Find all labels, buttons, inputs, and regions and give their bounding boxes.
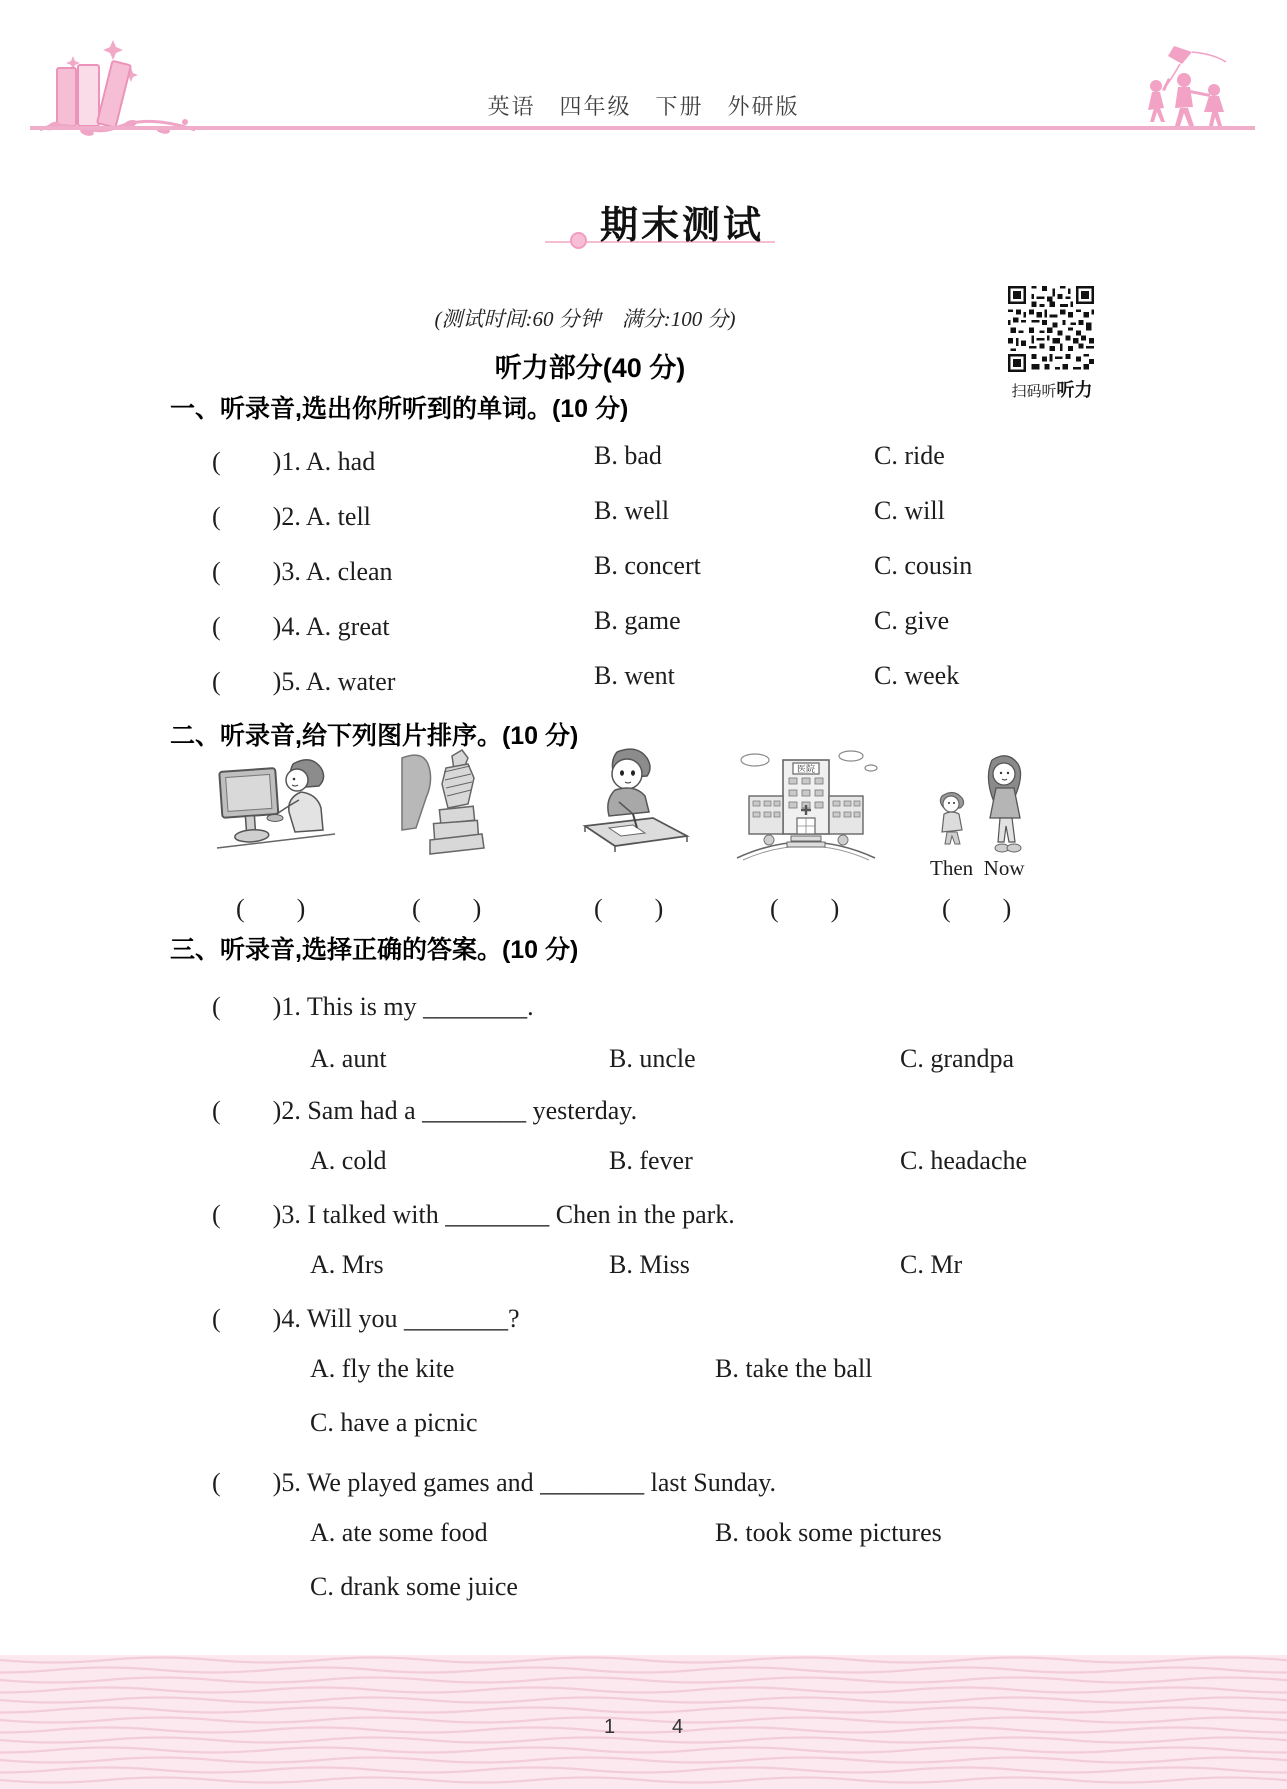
title-dot-ornament bbox=[570, 232, 587, 249]
option-a: A. aunt bbox=[310, 1044, 387, 1073]
option-b: B. take the ball bbox=[715, 1354, 873, 1383]
s3-options-3 bbox=[0, 1250, 1287, 1284]
question-text: I talked with ________ Chen in the park. bbox=[307, 1200, 735, 1229]
s1-item-2 bbox=[0, 496, 1287, 530]
s1-item-1 bbox=[0, 441, 1287, 475]
answer-paren: ( )4. bbox=[212, 1304, 301, 1333]
option-c: C. give bbox=[874, 606, 950, 635]
page-title: 期末测试 bbox=[600, 205, 765, 247]
now-label: Now bbox=[983, 856, 1025, 880]
picture-answer-blanks bbox=[0, 888, 1287, 922]
option-c: C. week bbox=[874, 661, 960, 690]
section3-heading: 三、听录音,选择正确的答案。(10 分) bbox=[170, 936, 579, 964]
s3-options-2 bbox=[0, 1146, 1287, 1180]
answer-paren: ( ) bbox=[594, 894, 664, 923]
s3-question-2 bbox=[0, 1090, 1287, 1124]
s1-item-5 bbox=[0, 661, 1287, 695]
option-b: B. bad bbox=[594, 441, 662, 470]
option-b: B. took some pictures bbox=[715, 1518, 942, 1547]
then-now-labels bbox=[930, 856, 1025, 881]
svg-text:医院: 医院 bbox=[796, 764, 816, 774]
option-a: A. great bbox=[305, 612, 390, 641]
answer-paren: ( )1. bbox=[212, 992, 301, 1021]
question-text: This is my ________. bbox=[306, 992, 534, 1021]
option-a: A. clean bbox=[305, 557, 393, 586]
s1-item-3 bbox=[0, 551, 1287, 585]
option-b: B. well bbox=[594, 496, 670, 525]
answer-paren: ( )3. bbox=[212, 1200, 301, 1229]
s3-options-4c bbox=[0, 1408, 1287, 1442]
option-c: C. cousin bbox=[874, 551, 973, 580]
option-a: A. tell bbox=[305, 502, 371, 531]
children-flying-kite-icon bbox=[1122, 42, 1242, 132]
page-number-left: 1 bbox=[604, 1716, 616, 1738]
s3-options-5ab bbox=[0, 1518, 1287, 1552]
answer-paren: ( )4. bbox=[212, 612, 301, 641]
answer-paren: ( )3. bbox=[212, 557, 301, 586]
option-c: C. Mr bbox=[900, 1250, 963, 1279]
question-text: We played games and ________ last Sunday. bbox=[306, 1468, 777, 1497]
option-b: B. went bbox=[594, 661, 675, 690]
option-b: B. fever bbox=[609, 1146, 693, 1175]
s3-options-1 bbox=[0, 1044, 1287, 1078]
picture-then-now bbox=[922, 748, 1042, 862]
picture-statue-on-mountain bbox=[400, 748, 500, 862]
s3-question-4 bbox=[0, 1298, 1287, 1332]
test-time-score-note: (测试时间:60 分钟 满分:100 分) bbox=[434, 307, 736, 331]
header-divider-line bbox=[30, 126, 1255, 130]
s3-options-5c bbox=[0, 1572, 1287, 1606]
answer-paren: ( ) bbox=[770, 894, 840, 923]
option-b: B. Miss bbox=[609, 1250, 690, 1279]
answer-paren: ( )5. bbox=[212, 667, 301, 696]
answer-paren: ( ) bbox=[942, 894, 1012, 923]
listening-part-header: 听力部分(40 分) bbox=[494, 353, 686, 383]
option-c: C. will bbox=[874, 496, 945, 525]
picture-boy-at-computer bbox=[213, 748, 339, 862]
s3-question-5 bbox=[0, 1462, 1287, 1496]
answer-paren: ( )2. bbox=[212, 502, 301, 531]
option-c: C. drank some juice bbox=[310, 1572, 518, 1601]
answer-paren: ( )2. bbox=[212, 1096, 301, 1125]
section2-heading: 二、听录音,给下列图片排序。(10 分) bbox=[170, 722, 579, 750]
s1-item-4 bbox=[0, 606, 1287, 640]
answer-paren: ( )1. bbox=[212, 447, 301, 476]
page-number-right: 4 bbox=[672, 1716, 684, 1738]
question-text: Will you ________? bbox=[306, 1304, 520, 1333]
option-a: A. cold bbox=[310, 1146, 387, 1175]
qr-caption: 扫码听听力 bbox=[1011, 380, 1093, 400]
picture-boy-writing bbox=[575, 748, 693, 862]
answer-paren: ( ) bbox=[412, 894, 482, 923]
option-c: C. have a picnic bbox=[310, 1408, 478, 1437]
answer-paren: ( ) bbox=[236, 894, 306, 923]
picture-hospital bbox=[733, 748, 879, 862]
option-c: C. headache bbox=[900, 1146, 1028, 1175]
then-label: Then bbox=[930, 856, 974, 880]
option-c: C. grandpa bbox=[900, 1044, 1015, 1073]
option-a: A. ate some food bbox=[310, 1518, 488, 1547]
option-a: A. fly the kite bbox=[310, 1354, 455, 1383]
option-b: B. concert bbox=[594, 551, 701, 580]
answer-paren: ( )5. bbox=[212, 1468, 301, 1497]
option-a: A. Mrs bbox=[310, 1250, 384, 1279]
book-edition-label: 英语 四年级 下册 外研版 bbox=[487, 94, 800, 119]
s3-question-1 bbox=[0, 986, 1287, 1020]
s3-question-3 bbox=[0, 1194, 1287, 1228]
footer-wave-pattern bbox=[0, 1655, 1287, 1789]
option-b: B. game bbox=[594, 606, 681, 635]
s3-options-4ab bbox=[0, 1354, 1287, 1388]
option-c: C. ride bbox=[874, 441, 945, 470]
option-b: B. uncle bbox=[609, 1044, 696, 1073]
section1-heading: 一、听录音,选出你所听到的单词。(10 分) bbox=[170, 395, 629, 423]
question-text: Sam had a ________ yesterday. bbox=[307, 1096, 638, 1125]
option-a: A. water bbox=[305, 667, 396, 696]
books-and-stars-icon bbox=[35, 38, 215, 138]
option-a: A. had bbox=[305, 447, 376, 476]
